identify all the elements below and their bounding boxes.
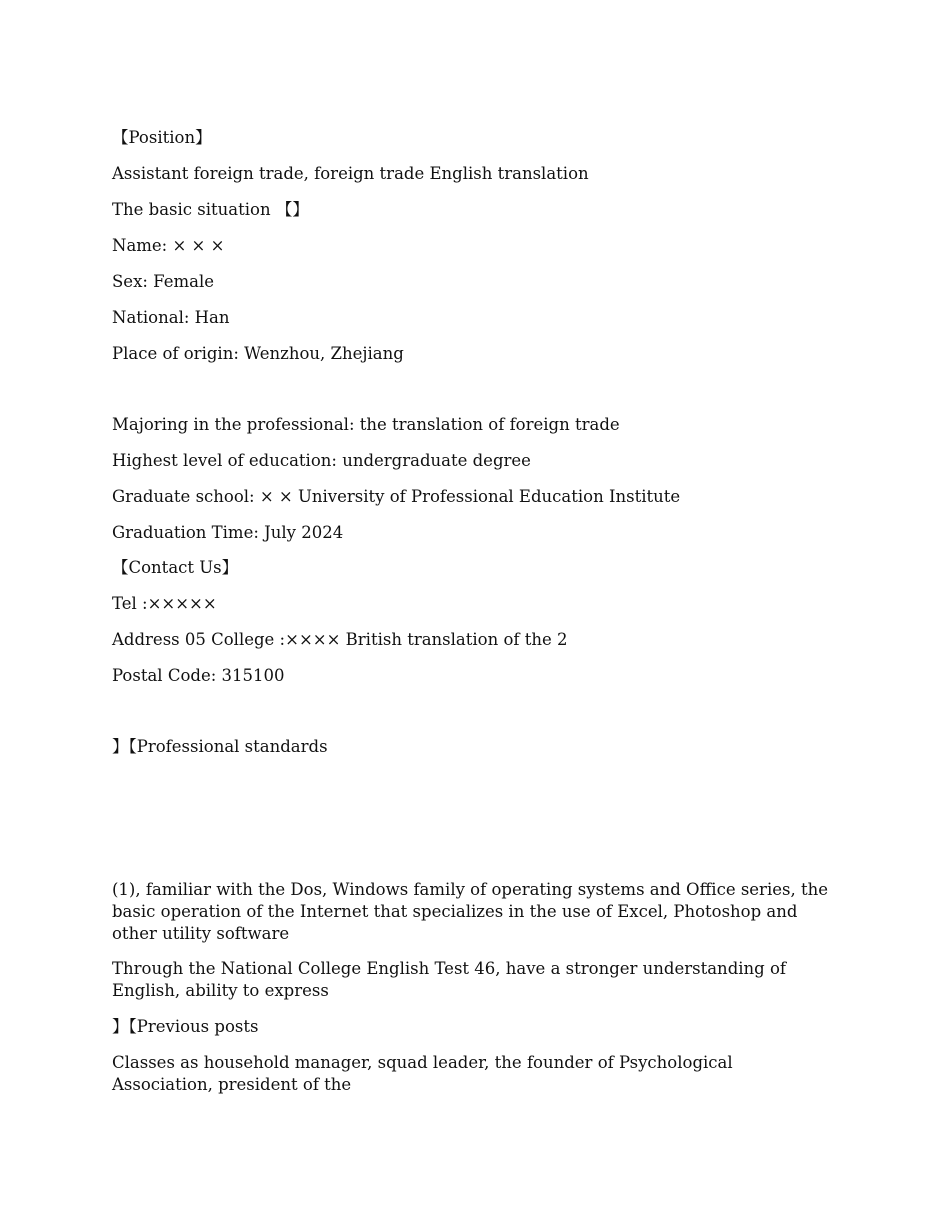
previous-posts-heading: 】【Previous posts bbox=[112, 1017, 259, 1036]
origin-line: Place of origin: Wenzhou, Zhejiang bbox=[112, 344, 404, 363]
name-line: Name: × × × bbox=[112, 236, 225, 255]
basic-situation-heading: The basic situation 【】 bbox=[112, 200, 309, 219]
previous-posts-paragraph: Classes as household manager, squad leader, the founder of Psychological Association, president of the bbox=[112, 1053, 733, 1094]
major-line: Majoring in the professional: the translation of foreign trade bbox=[112, 415, 620, 434]
address-line: Address 05 College :×××× British translation of the 2 bbox=[112, 630, 568, 649]
skill-paragraph-1: (1), familiar with the Dos, Windows family of operating systems and Office series, the basic operation of the Internet that specializes in the use of Excel, Photoshop and other utility software bbox=[112, 880, 828, 943]
skill-paragraph-2: Through the National College English Test 46, have a stronger understanding of English, ability to express bbox=[112, 959, 787, 1000]
sex-line: Sex: Female bbox=[112, 272, 215, 291]
professional-standards-heading: 】【Professional standards bbox=[112, 737, 328, 756]
graduation-line: Graduation Time: July 2024 bbox=[112, 523, 344, 542]
position-heading: 【Position】 bbox=[112, 128, 212, 147]
tel-line: Tel :××××× bbox=[112, 594, 217, 613]
education-line: Highest level of education: undergraduate degree bbox=[112, 451, 531, 470]
contact-heading: 【Contact Us】 bbox=[112, 558, 239, 577]
school-line: Graduate school: × × University of Professional Education Institute bbox=[112, 487, 681, 506]
postal-line: Postal Code: 315100 bbox=[112, 666, 285, 685]
position-value: Assistant foreign trade, foreign trade English translation bbox=[112, 164, 589, 183]
national-line: National: Han bbox=[112, 308, 230, 327]
